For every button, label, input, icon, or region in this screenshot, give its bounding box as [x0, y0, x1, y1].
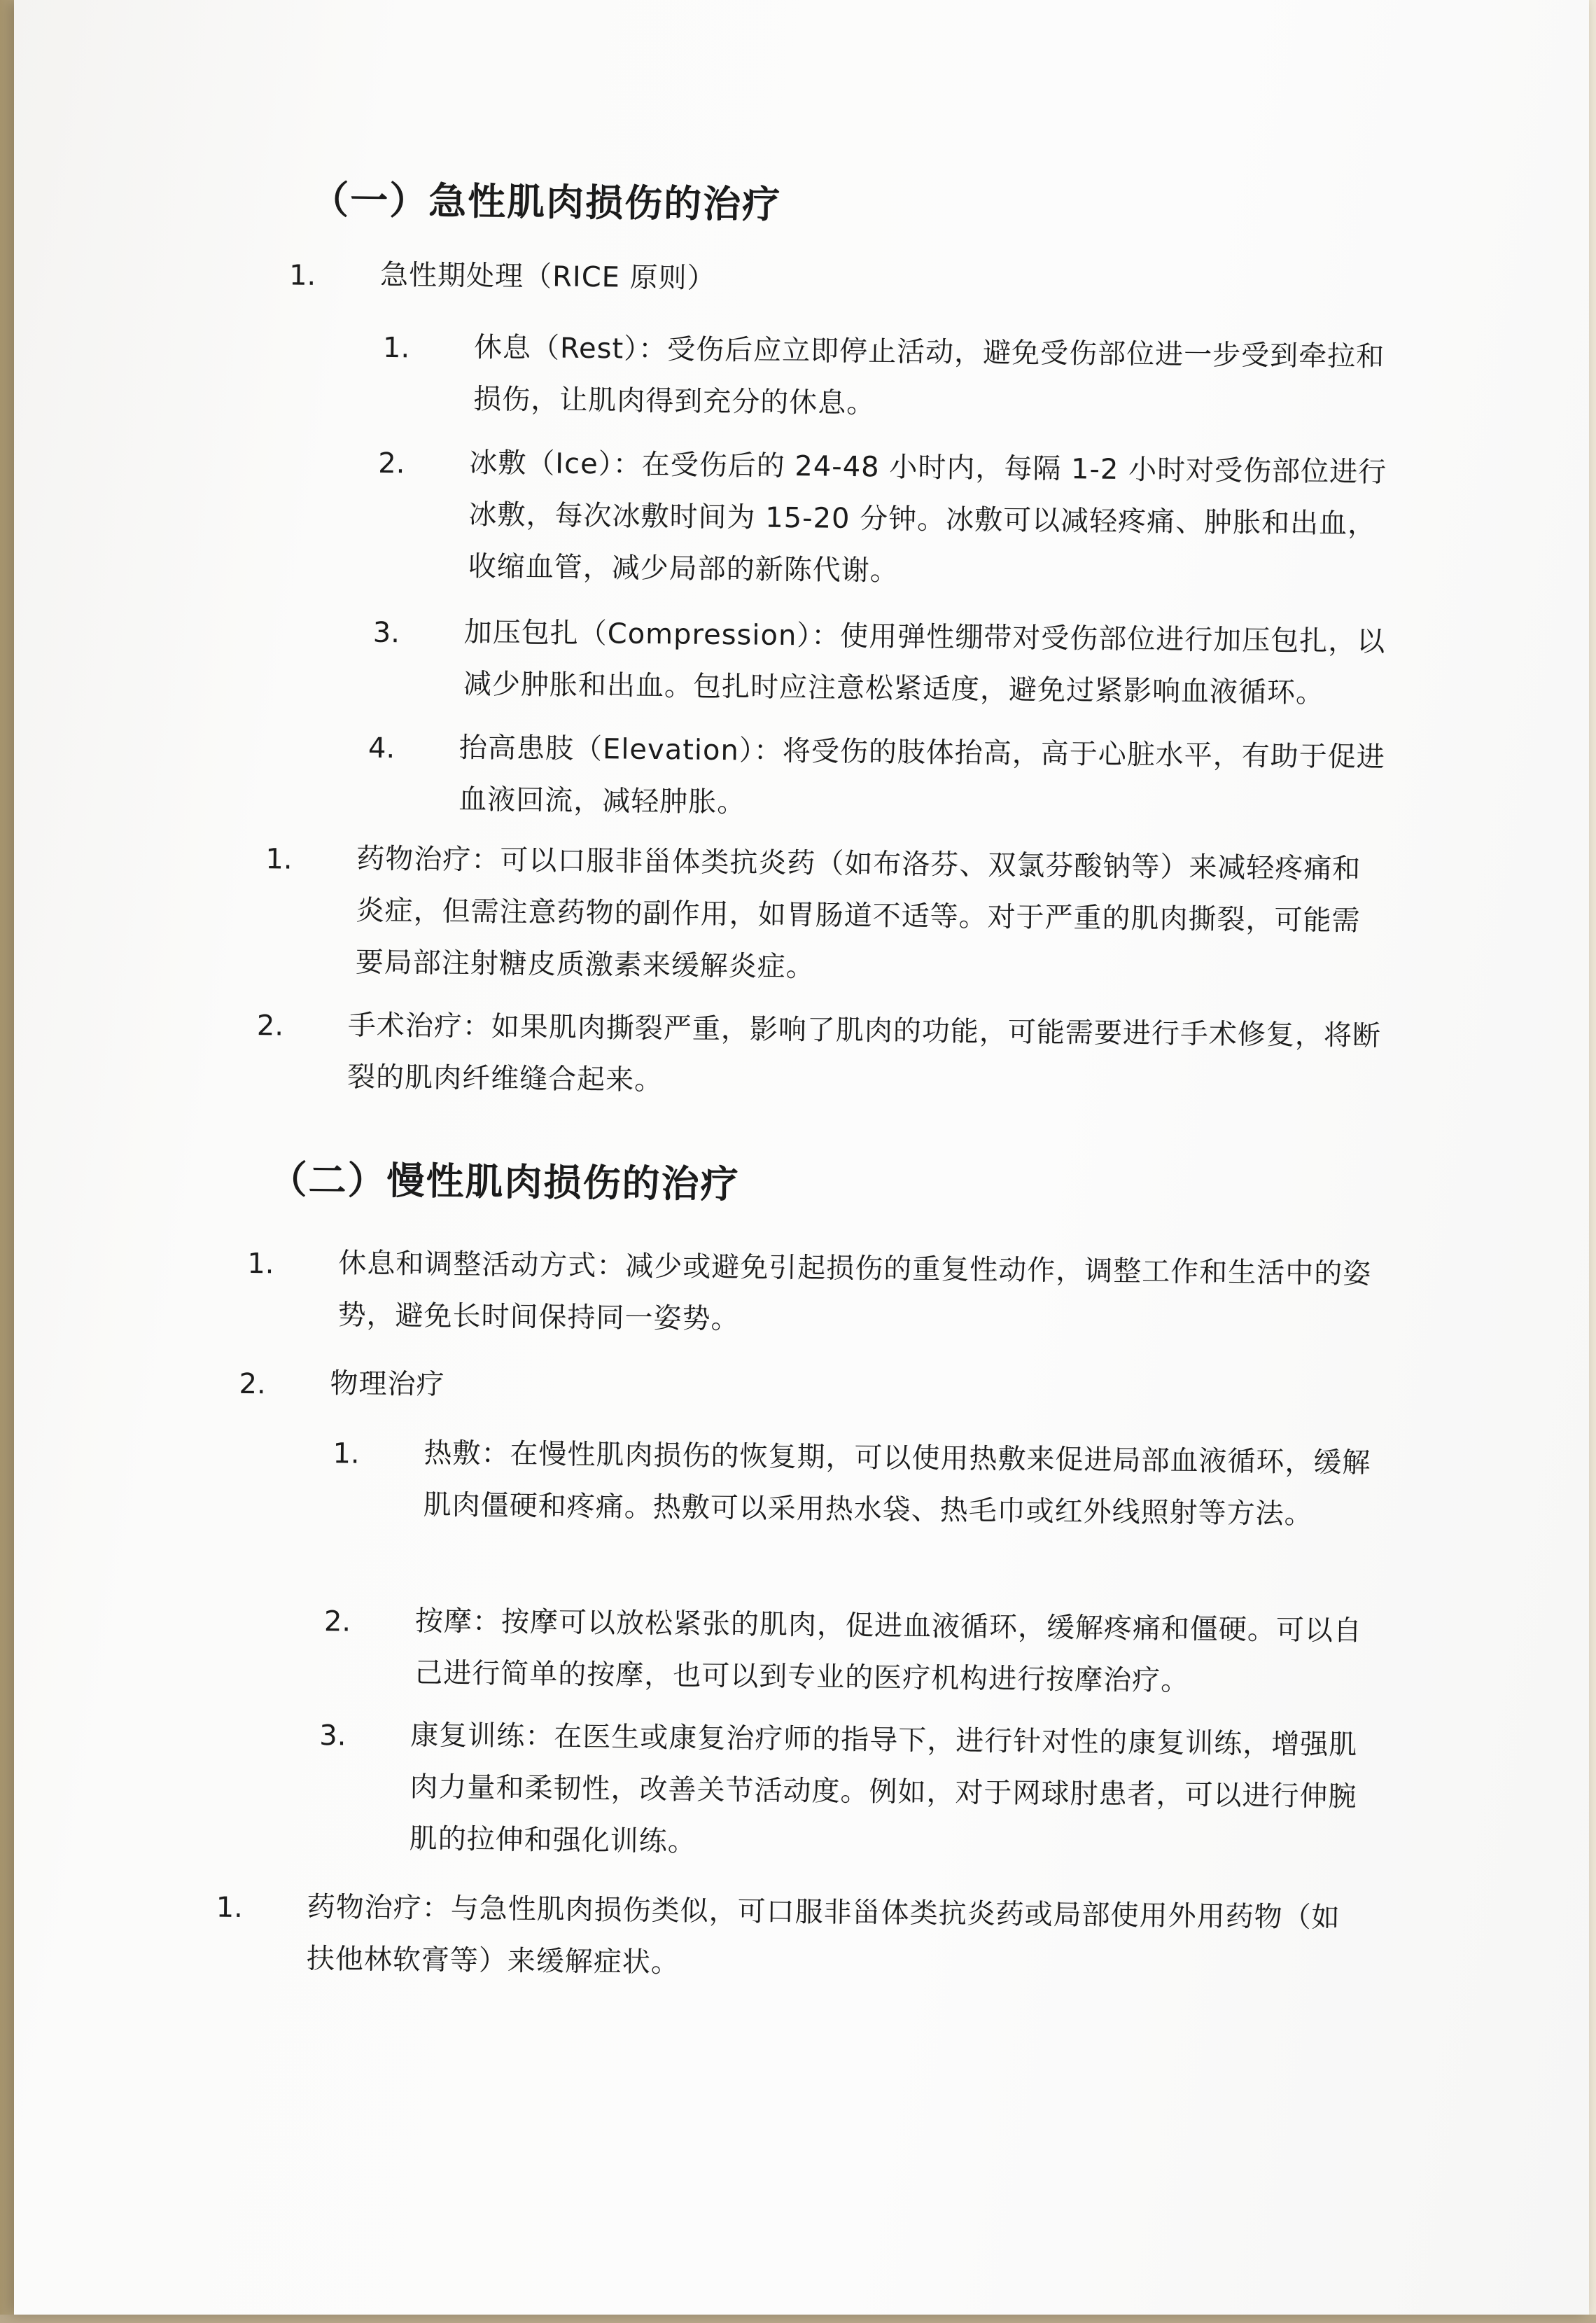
list-item-rice: 急性期处理（RICE 原则）: [379, 258, 716, 295]
list-number: 1.: [247, 1247, 274, 1281]
sub-list-item-heat: 热敷：在慢性肌肉损伤的恢复期，可以使用热敷来促进局部血液循环，缓解肌肉僵硬和疼痛。热敷可以采用热水袋、热毛巾或红外线照射等方法。: [423, 1437, 1371, 1530]
list-number: 2.: [256, 1010, 284, 1042]
sub-list-item-elevation: 抬高患肢（Elevation）：将受伤的肢体抬高，高于心脏水平，有助于促进血液回流，减轻肿胀。: [458, 732, 1386, 819]
paper-sheet: [14, 0, 1589, 2315]
sub-list-number: 2.: [323, 1605, 351, 1638]
list-item-physical-therapy: 物理治疗: [330, 1367, 445, 1401]
sub-list-item-ice: 冰敷（Ice）：在受伤后的 24-48 小时内，每隔 1-2 小时对受伤部位进行冰敷，每次冰敷时间为 15-20 分钟。冰敷可以减轻疼痛、肿胀和出血，收缩血管，减少局部的新陈代谢。: [468, 447, 1387, 587]
list-item-medication-chronic: 药物治疗：与急性肌肉损伤类似，可口服非甾体类抗炎药或局部使用外用药物（如扶他林软膏等）来缓解症状。: [306, 1890, 1340, 1979]
sub-list-number: 2.: [378, 447, 405, 480]
list-number: 1.: [216, 1891, 244, 1924]
sub-list-item-rehab: 康复训练：在医生或康复治疗师的指导下，进行针对性的康复训练，增强肌肉力量和柔韧性，改善关节活动度。例如，对于网球肘患者，可以进行伸腕肌的拉伸和强化训练。: [409, 1719, 1358, 1858]
list-item-surgery: 手术治疗：如果肌肉撕裂严重，影响了肌肉的功能，可能需要进行手术修复，将断裂的肌肉纤维缝合起来。: [346, 1009, 1382, 1097]
sub-list-number: 3.: [372, 616, 400, 650]
section-title-chronic: （二）慢性肌肉损伤的治疗: [269, 1157, 740, 1207]
sub-list-number: 1.: [332, 1437, 360, 1470]
list-item-rest-adjust: 休息和调整活动方式：减少或避免引起损伤的重复性动作，调整工作和生活中的姿势，避免长时间保持同一姿势。: [337, 1247, 1372, 1336]
sub-list-number: 3.: [319, 1719, 346, 1752]
list-number: 1.: [288, 259, 316, 292]
sub-list-number: 4.: [368, 732, 396, 765]
list-item-medication: 药物治疗：可以口服非甾体类抗炎药（如布洛芬、双氯芬酸钠等）来减轻疼痛和炎症，但需注意药物的副作用，如胃肠道不适等。对于严重的肌肉撕裂，可能需要局部注射糖皮质激素来缓解炎症。: [355, 842, 1362, 984]
sub-list-item-compression: 加压包扎（Compression）：使用弹性绷带对受伤部位进行加压包扎，以减少肿胀和出血。包扎时应注意松紧适度，避免过紧影响血液循环。: [463, 616, 1386, 710]
section-title-acute: （一）急性肌肉损伤的治疗: [310, 177, 782, 227]
list-number: 1.: [265, 843, 293, 876]
sub-list-item-rest: 休息（Rest）：受伤后应立即停止活动，避免受伤部位进一步受到牵拉和损伤，让肌肉得到充分的休息。: [473, 331, 1385, 420]
sub-list-item-massage: 按摩：按摩可以放松紧张的肌肉，促进血液循环，缓解疼痛和僵硬。可以自己进行简单的按摩，也可以到专业的医疗机构进行按摩治疗。: [414, 1605, 1363, 1698]
document-content: [2, 0, 1596, 2323]
list-number: 2.: [239, 1367, 266, 1401]
sub-list-number: 1.: [382, 331, 410, 365]
